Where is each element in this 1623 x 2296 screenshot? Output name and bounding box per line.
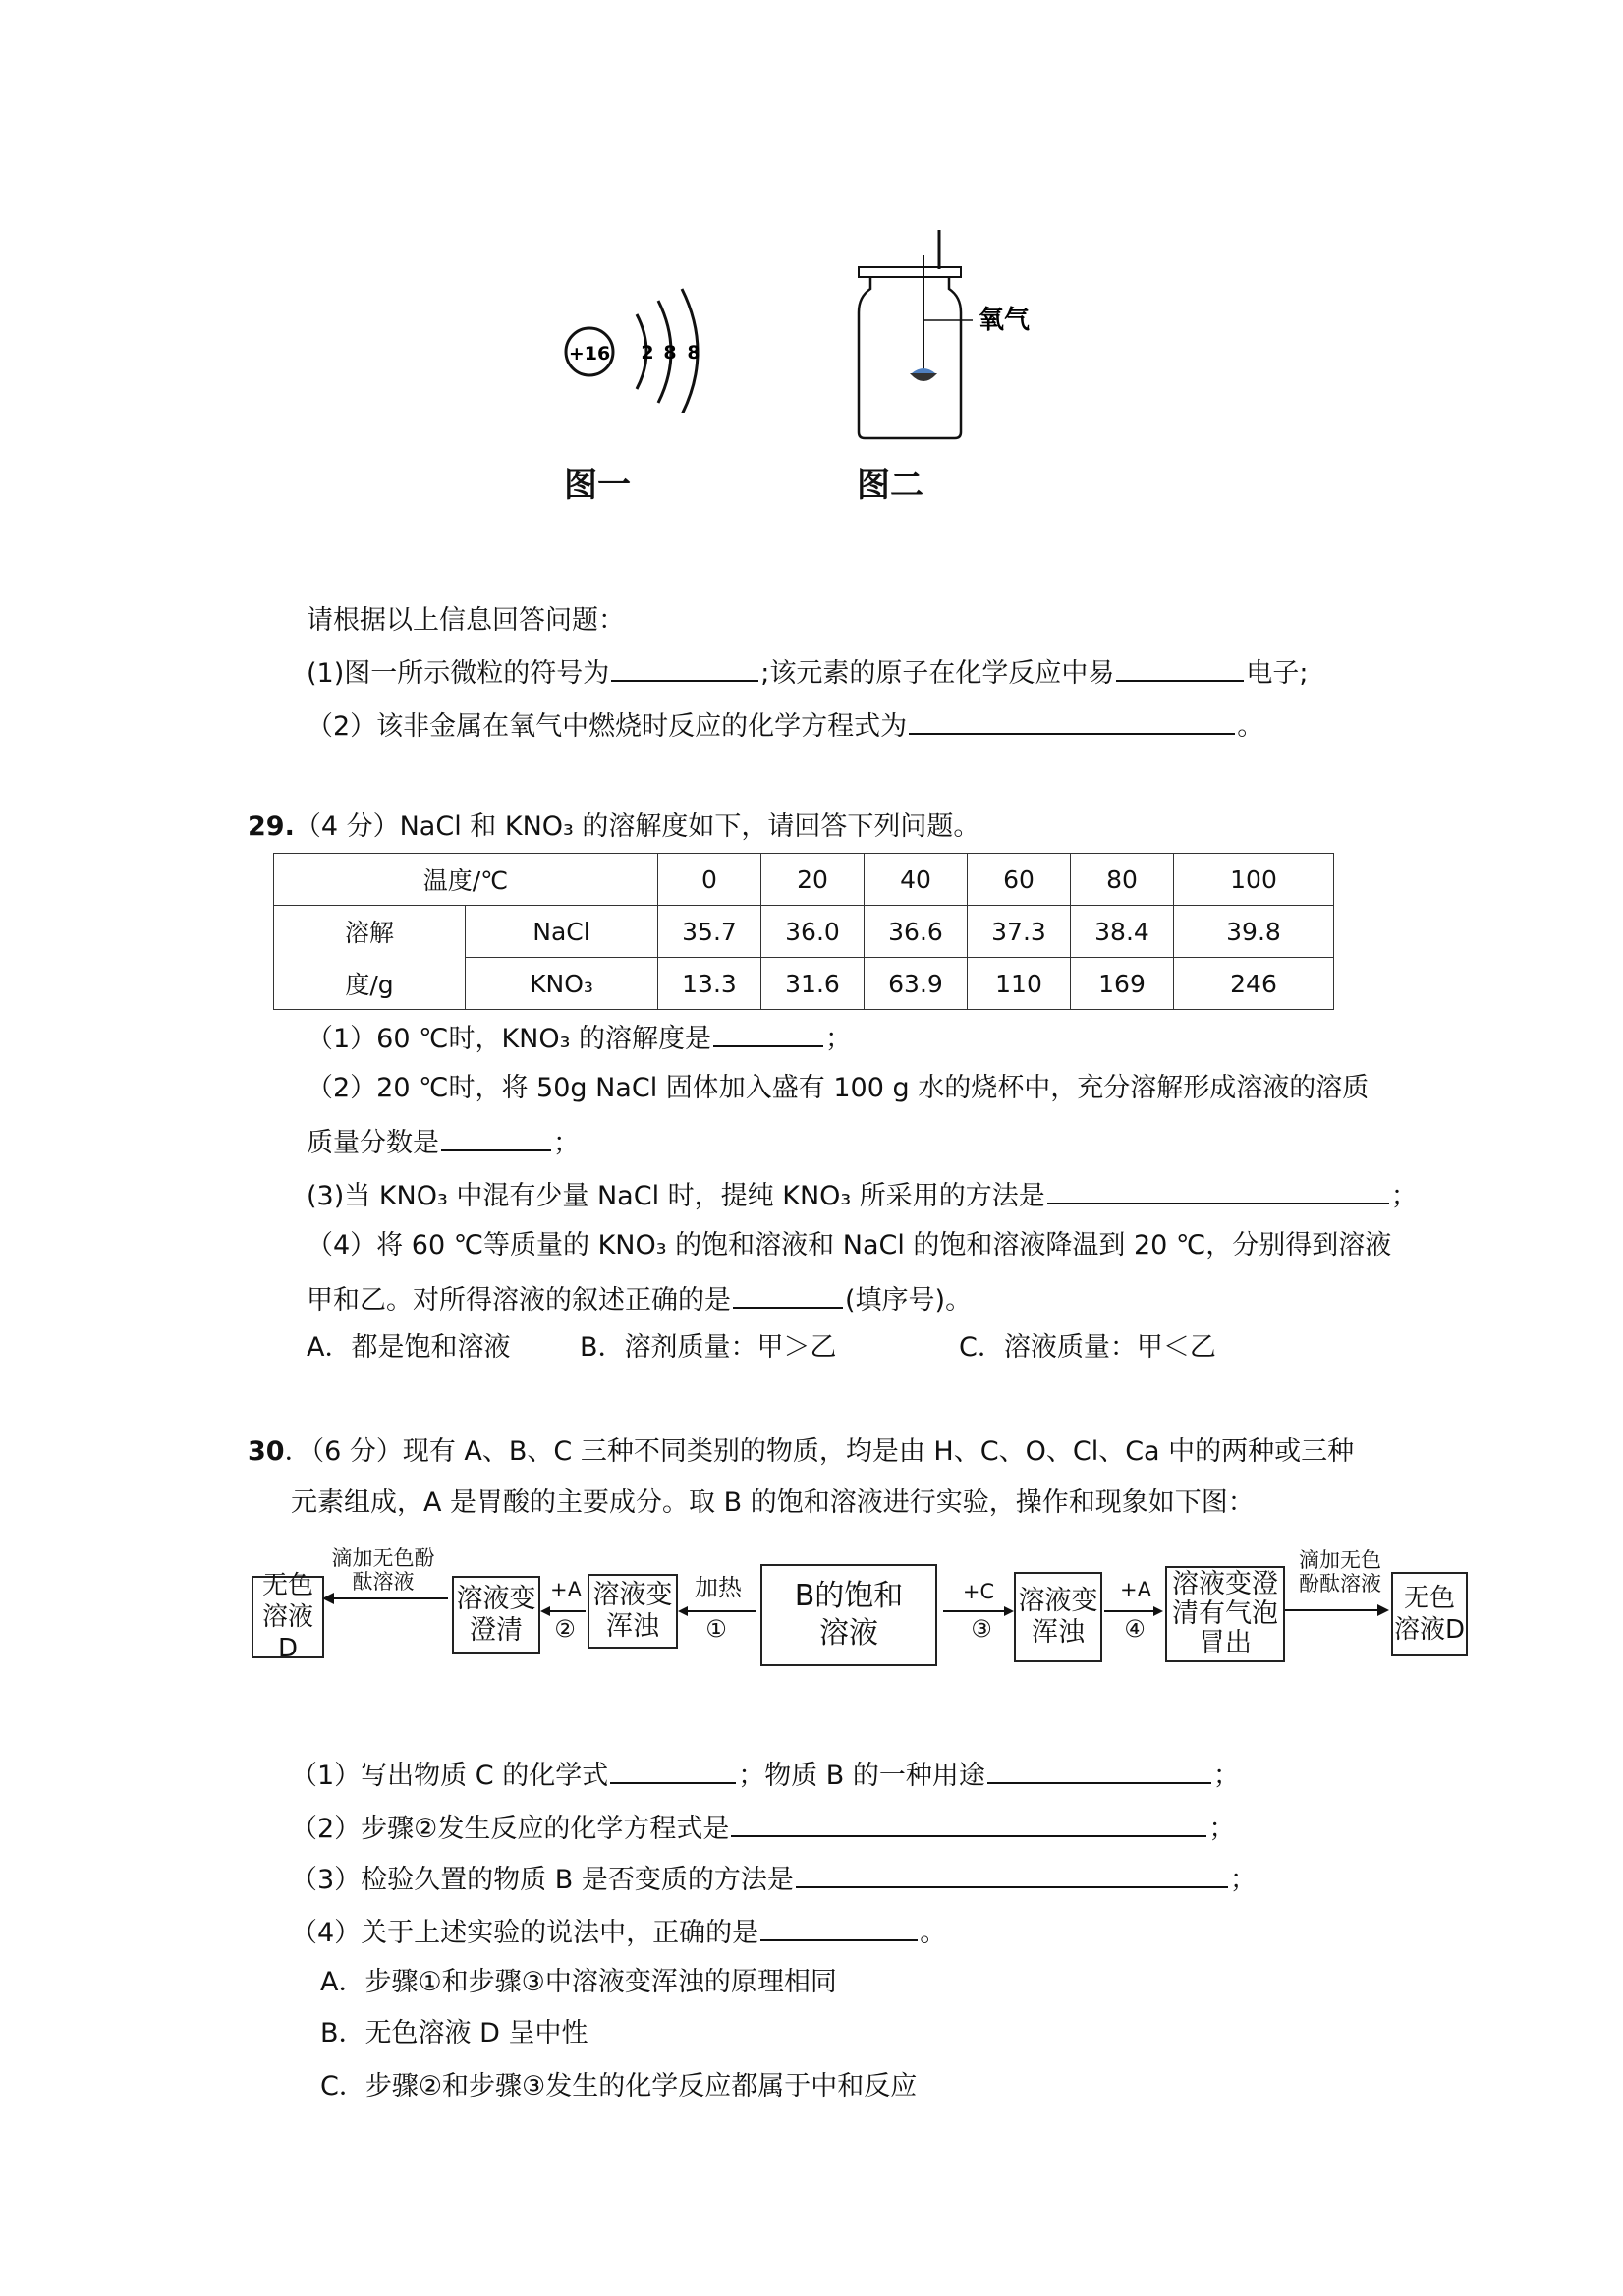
shell-3: 8 [687,342,700,364]
oxygen-jar-diagram [845,226,1041,442]
flow-step-2: ② [554,1615,576,1643]
oxygen-label: 氧气 [979,306,1031,335]
q30-stem2: 元素组成，A 是胃酸的主要成分。取 B 的饱和溶液进行实验，操作和现象如下图： [291,1487,1255,1518]
flow-turbid-1: 溶液变浑浊 [588,1574,678,1649]
shell-2: 8 [663,342,677,364]
q29-option-b: B．溶剂质量：甲＞乙 [580,1332,837,1363]
flow-plus-c: +C [962,1580,995,1603]
q29-part1: （1）60 ℃时，KNO₃ 的溶解度是 ； [307,1016,852,1059]
nucleus-charge: +16 [568,343,611,364]
q30-option-b: B．无色溶液 D 呈中性 [320,2018,588,2048]
q30-part4: （4）关于上述实验的说法中，正确的是 。 [291,1910,946,1953]
q29-blank2[interactable] [441,1120,551,1151]
q29-number: 29. [248,812,295,842]
flow-bubbles: 溶液变澄清有气泡冒出 [1165,1566,1285,1662]
q29-part4b: 甲和乙。对所得溶液的叙述正确的是 (填序号)。 [307,1277,972,1320]
q29-blank4[interactable] [733,1277,843,1309]
q30-number: 30 [248,1436,285,1467]
q28-intro: 请根据以上信息回答问题： [307,605,625,636]
q28-part1: (1)图一所示微粒的符号为 ;该元素的原子在化学反应中易 电子; [307,650,1308,694]
figure-caption-1: 图一 [564,466,631,505]
q30-part1: （1）写出物质 C 的化学式 ；物质 B 的一种用途 ； [291,1753,1240,1796]
q30-blank5[interactable] [760,1910,918,1941]
shell-1: 2 [641,342,654,364]
flow-step-3: ③ [971,1615,992,1643]
q28-blank1[interactable] [611,650,758,682]
flow-heat-label: 加热 [695,1574,742,1601]
flow-turbid-2: 溶液变浑浊 [1014,1572,1102,1662]
q30-stem1: 30．（6 分）现有 A、B、C 三种不同类别的物质，均是由 H、C、O、Cl、Ca 中的两种或三种 [248,1436,1355,1467]
table-header-temp: 温度/℃ [274,854,658,906]
q30-part2: （2）步骤②发生反应的化学方程式是 ； [291,1806,1235,1849]
flow-left-end: 无色溶液D [252,1576,324,1658]
q30-blank1[interactable] [610,1753,736,1784]
flow-right-end: 无色溶液D [1391,1572,1468,1656]
q29-part2b: 质量分数是 ； [307,1120,580,1163]
arrow-to-left-end [322,1592,450,1605]
q30-part3: （3）检验久置的物质 B 是否变质的方法是 ； [291,1857,1257,1900]
atom-structure-diagram [550,275,747,413]
table-row-group-top: 溶解 [274,906,466,958]
q30-blank2[interactable] [987,1753,1211,1784]
solubility-table: 温度/℃ 0 20 40 60 80 100 溶解 NaCl 35.7 36.0 36.6 37.3 38.4 39.8 度/g KNO₃ 13.3 31.6 63.9 110 169 246 [273,853,1334,1010]
flow-plus-a-2: +A [1120,1578,1151,1601]
q30-option-a: A．步骤①和步骤③中溶液变浑浊的原理相同 [320,1967,837,1997]
q29-blank1[interactable] [713,1016,823,1047]
q28-blank2[interactable] [1116,650,1244,682]
q30-blank4[interactable] [796,1857,1228,1888]
q30-option-c: C．步骤②和步骤③发生的化学反应都属于中和反应 [320,2071,918,2101]
q29-part4a: （4）将 60 ℃等质量的 KNO₃ 的饱和溶液和 NaCl 的饱和溶液降温到 20 ℃，分别得到溶液 [307,1230,1392,1260]
figure-caption-2: 图二 [857,466,923,505]
q28-part2: （2）该非金属在氧气中燃烧时反应的化学方程式为 。 [307,703,1263,747]
q29-blank3[interactable] [1047,1173,1389,1204]
q29-stem: 29.（4 分）NaCl 和 KNO₃ 的溶解度如下，请回答下列问题。 [248,812,980,842]
q29-part3: (3)当 KNO₃ 中混有少量 NaCl 时，提纯 KNO₃ 所采用的方法是 ； [307,1173,1418,1216]
flow-step-1: ① [705,1615,727,1643]
flow-step-4: ④ [1124,1615,1146,1643]
table-row-group-bottom: 度/g [274,958,466,1010]
flow-plus-a-1: +A [550,1578,582,1601]
q29-option-c: C．溶液质量：甲＜乙 [959,1332,1216,1363]
flow-right-drop-label: 滴加无色酚酞溶液 [1299,1548,1381,1596]
q29-part2a: （2）20 ℃时，将 50g NaCl 固体加入盛有 100 g 水的烧杯中，充分溶解形成溶液的溶质 [307,1073,1370,1103]
flow-left-drop-label: 滴加无色酚酞溶液 [331,1546,435,1594]
q29-option-a: A．都是饱和溶液 [307,1332,511,1363]
arrow-to-right-end [1285,1603,1389,1617]
q30-blank3[interactable] [731,1806,1206,1837]
flow-center-b: B的饱和溶液 [760,1564,937,1666]
q28-blank3[interactable] [909,703,1235,735]
flow-clear-1: 溶液变澄清 [452,1576,540,1654]
